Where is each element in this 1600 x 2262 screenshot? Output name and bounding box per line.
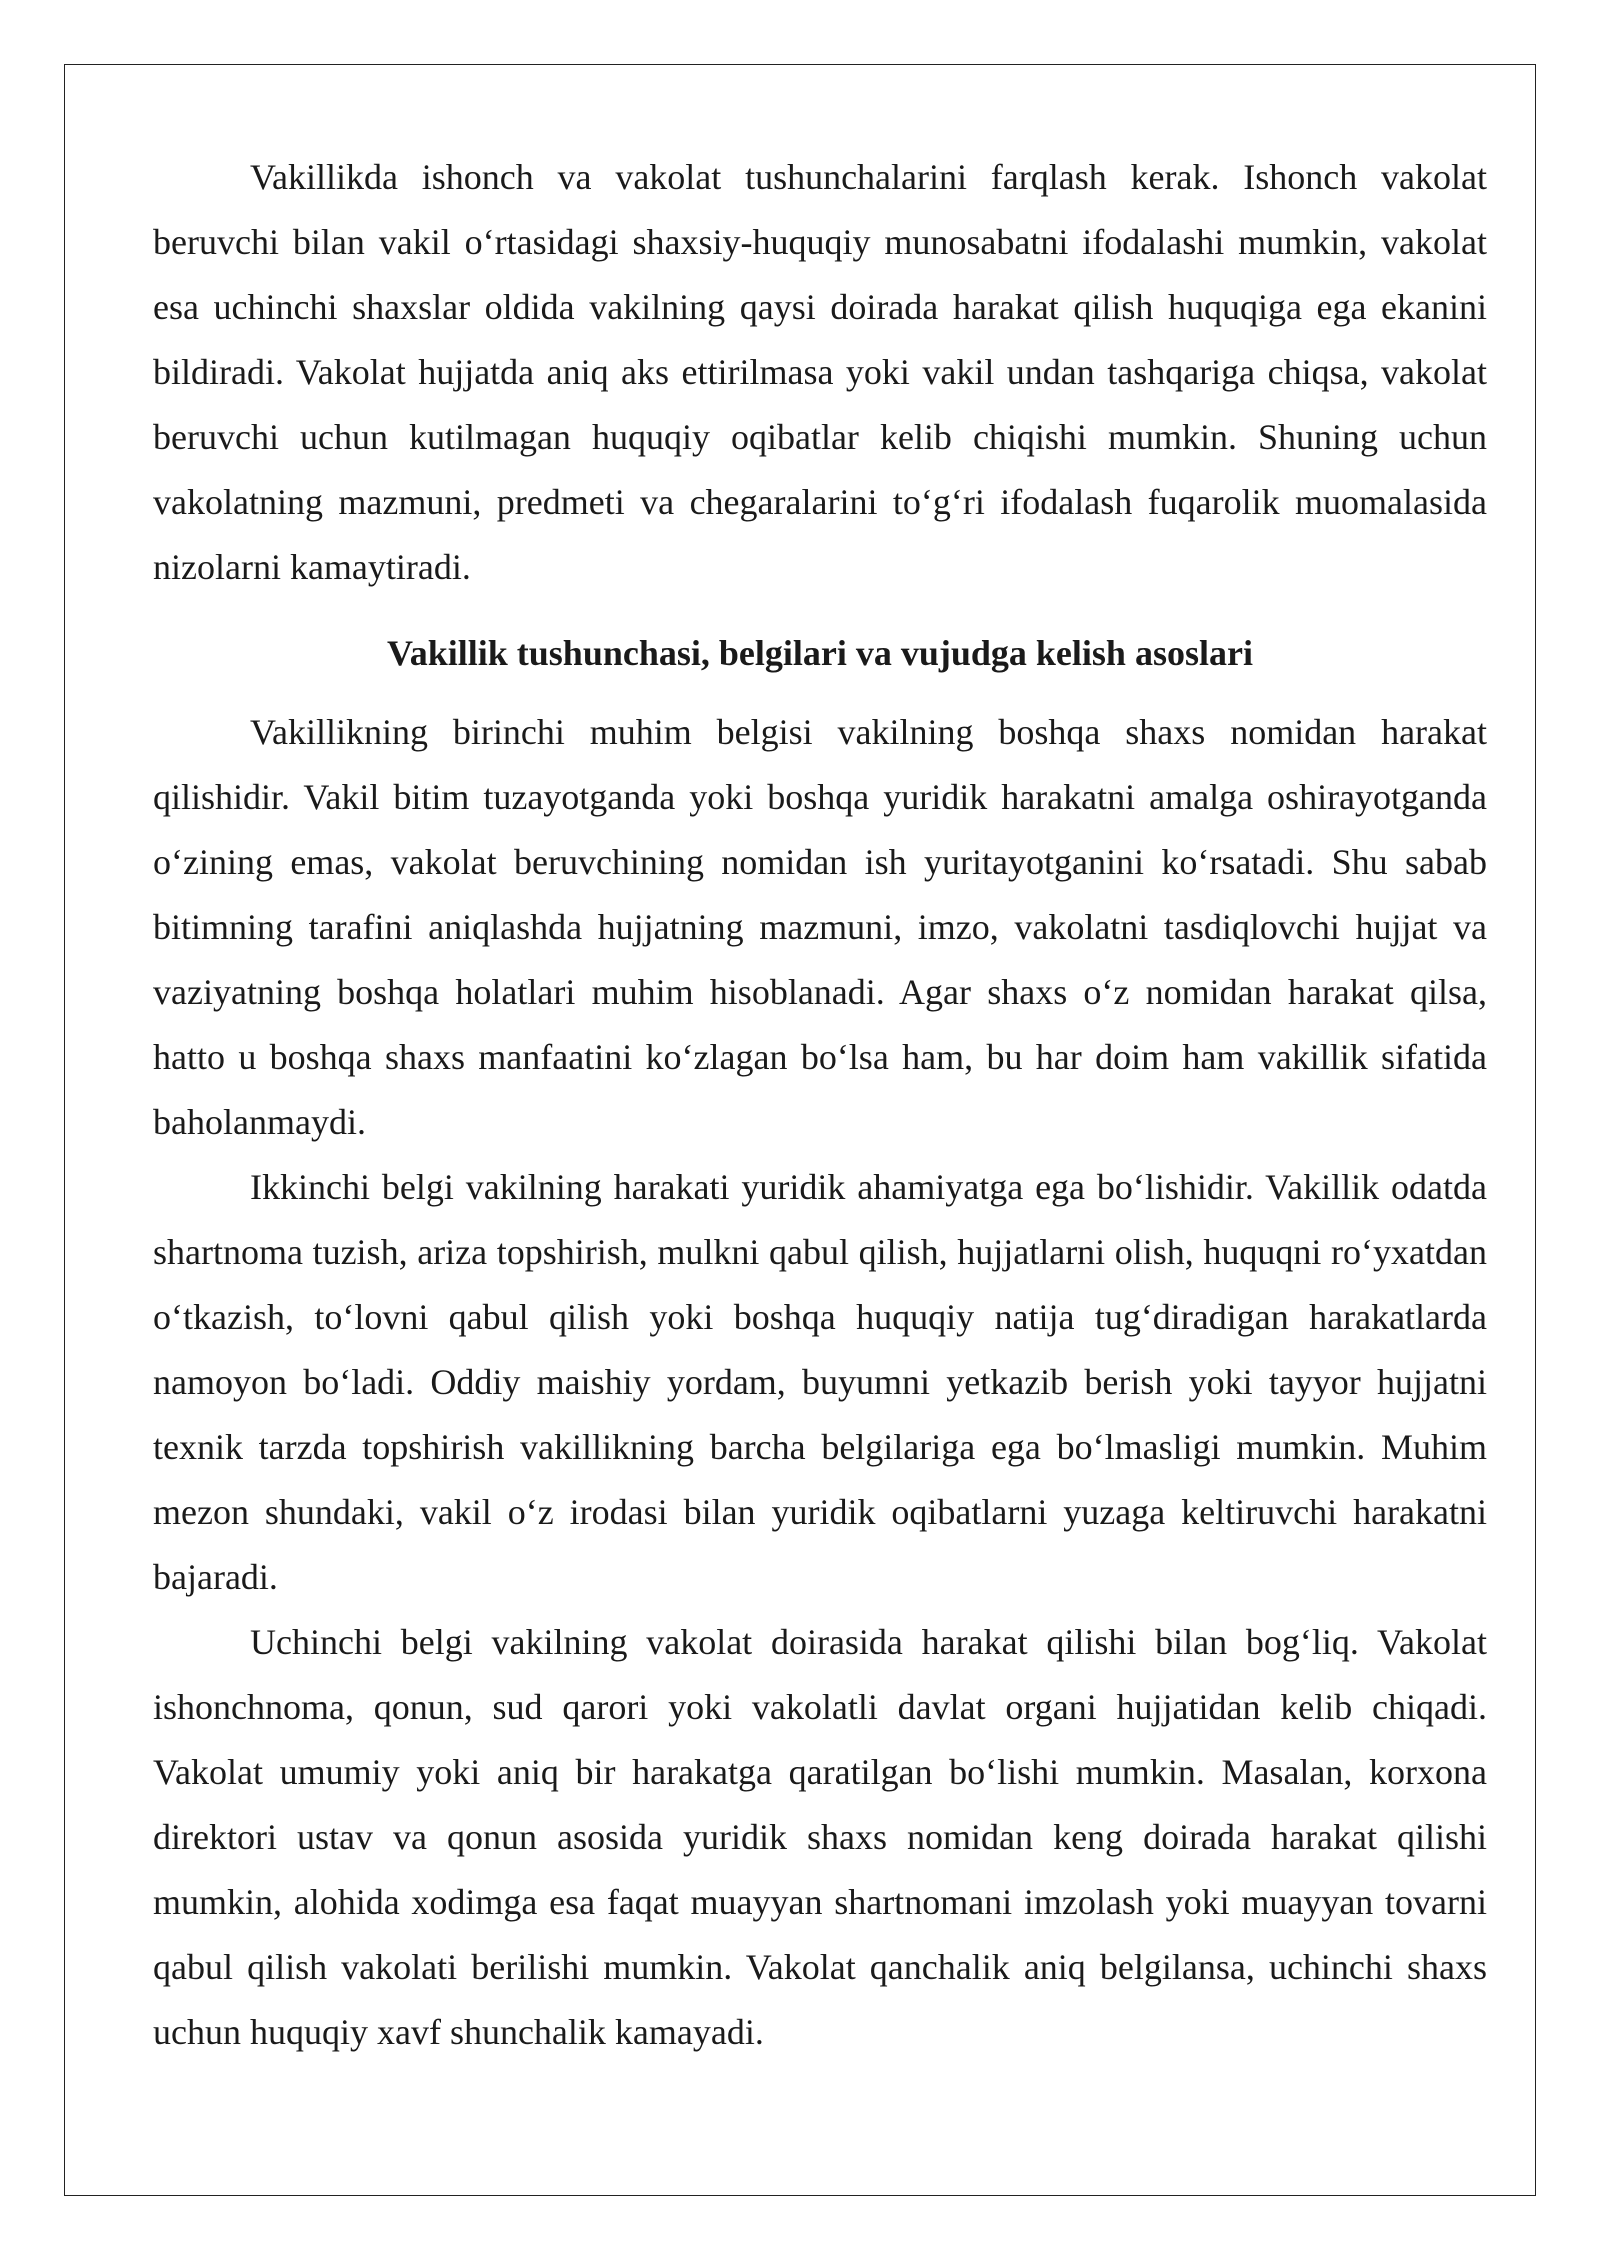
paragraph-first-feature: Vakillikning birinchi muhim belgisi vakilning boshqa shaxs nomidan harakat qilishidir. Vakil bitim tuzayotganda yoki boshqa yuridik harakatni amalga oshirayotganda o‘zining emas, vakolat beruvchining nomidan ish yuritayotganini ko‘rsatadi. Shu sabab bitimning tarafini aniqlashda hujjatning mazmuni, imzo, vakolatni tasdiqlovchi hujjat va vaziyatning boshqa holatlari muhim hisoblanadi. Agar shaxs o‘z nomidan harakat qilsa, hatto u boshqa shaxs manfaatini ko‘zlagan bo‘lsa ham, bu har doim ham vakillik sifatida baholanmaydi.: [153, 712, 1487, 1142]
paragraph-intro: Vakillikda ishonch va vakolat tushunchalarini farqlash kerak. Ishonch vakolat beruvchi bilan vakil o‘rtasidagi shaxsiy-huquqiy munosabatni ifodalashi mumkin, vakolat esa uchinchi shaxslar oldida vakilning qaysi doirada harakat qilish huquqiga ega ekanini bildiradi. Vakolat hujjatda aniq aks ettirilmasa yoki vakil undan tashqariga chiqsa, vakolat beruvchi uchun kutilmagan huquqiy oqibatlar kelib chiqishi mumkin. Shuning uchun vakolatning mazmuni, predmeti va chegaralarini to‘g‘ri ifodalash fuqarolik muomalasida nizolarni kamaytiradi.: [153, 157, 1487, 587]
document-body: [153, 145, 1487, 2065]
paragraph-second-feature: Ikkinchi belgi vakilning harakati yuridik ahamiyatga ega bo‘lishidir. Vakillik odatda shartnoma tuzish, ariza topshirish, mulkni qabul qilish, hujjatlarni olish, huquqni ro‘yxatdan o‘tkazish, to‘lovni qabul qilish yoki boshqa huquqiy natija tug‘diradigan harakatlarda namoyon bo‘ladi. Oddiy maishiy yordam, buyumni yetkazib berish yoki tayyor hujjatni texnik tarzda topshirish vakillikning barcha belgilariga ega bo‘lmasligi mumkin. Muhim mezon shundaki, vakil o‘z irodasi bilan yuridik oqibatlarni yuzaga keltiruvchi harakatni bajaradi.: [153, 1167, 1487, 1597]
paragraph-third-feature: Uchinchi belgi vakilning vakolat doirasida harakat qilishi bilan bog‘liq. Vakolat ishonchnoma, qonun, sud qarori yoki vakolatli davlat organi hujjatidan kelib chiqadi. Vakolat umumiy yoki aniq bir harakatga qaratilgan bo‘lishi mumkin. Masalan, korxona direktori ustav va qonun asosida yuridik shaxs nomidan keng doirada harakat qilishi mumkin, alohida xodimga esa faqat muayyan shartnomani imzolash yoki muayyan tovarni qabul qilish vakolati berilishi mumkin. Vakolat qanchalik aniq belgilansa, uchinchi shaxs uchun huquqiy xavf shunchalik kamayadi.: [153, 1622, 1487, 2052]
section-heading: Vakillik tushunchasi, belgilari va vujudga kelish asoslari: [387, 633, 1253, 673]
